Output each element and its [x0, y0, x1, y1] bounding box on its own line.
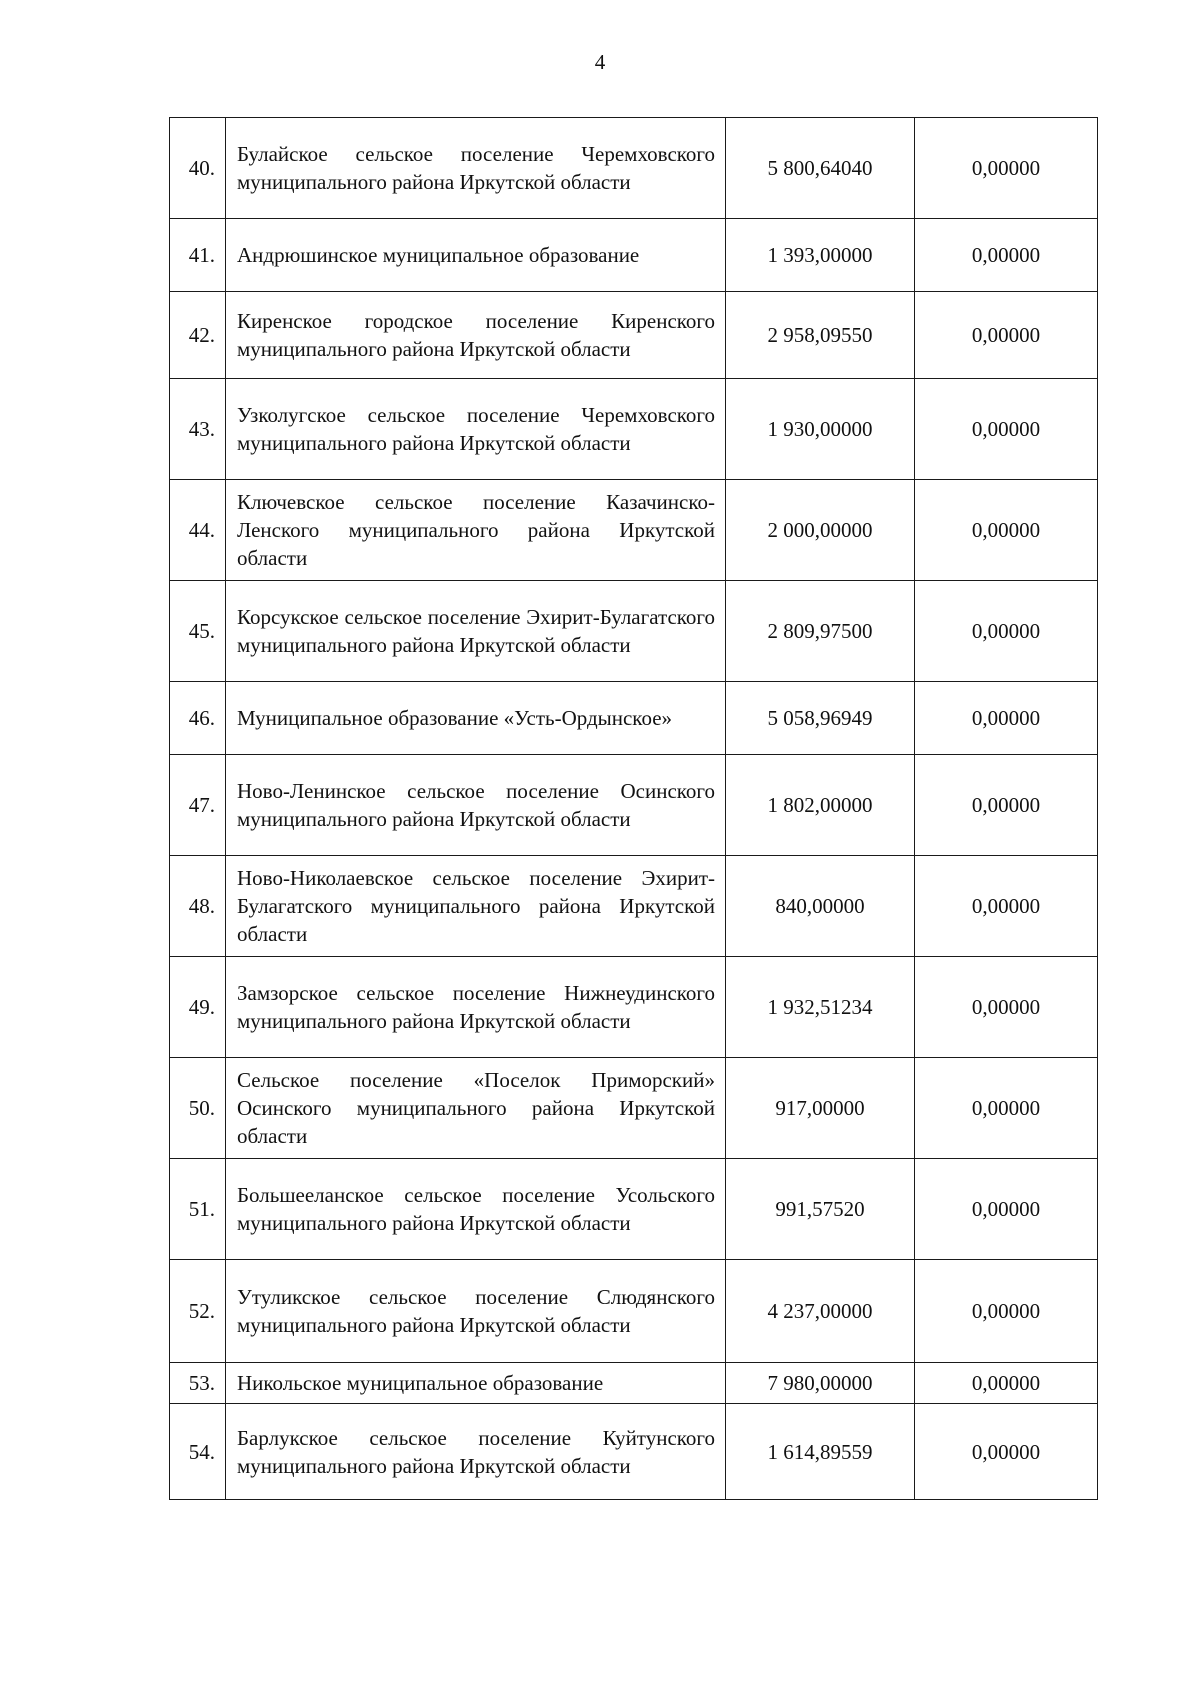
- row-number: 47.: [170, 755, 226, 856]
- row-number: 54.: [170, 1404, 226, 1500]
- municipality-name: Сельское поселение «Поселок Приморский» Осинского муниципального района Иркутской области: [226, 1058, 726, 1159]
- table-row: [170, 755, 1098, 856]
- row-number: 45.: [170, 581, 226, 682]
- row-number: 46.: [170, 682, 226, 755]
- table-row: [170, 219, 1098, 292]
- second-value: 0,00000: [915, 379, 1098, 480]
- row-number: 49.: [170, 957, 226, 1058]
- municipality-name: Утуликское сельское поселение Слюдянского муниципального района Иркутской области: [226, 1260, 726, 1363]
- row-number: 43.: [170, 379, 226, 480]
- table-row: [170, 1404, 1098, 1500]
- amount-value: 1 930,00000: [726, 379, 915, 480]
- table-row: [170, 480, 1098, 581]
- table-row: [170, 1159, 1098, 1260]
- second-value: 0,00000: [915, 755, 1098, 856]
- municipality-name: Никольское муниципальное образование: [226, 1363, 726, 1404]
- row-number: 42.: [170, 292, 226, 379]
- table-row: [170, 1058, 1098, 1159]
- amount-value: 5 800,64040: [726, 118, 915, 219]
- page-number: 4: [594, 50, 606, 74]
- second-value: 0,00000: [915, 1260, 1098, 1363]
- row-number: 50.: [170, 1058, 226, 1159]
- municipality-name: Андрюшинское муниципальное образование: [226, 219, 726, 292]
- municipality-name: Корсукское сельское поселение Эхирит-Булагатского муниципального района Иркутской области: [226, 581, 726, 682]
- municipality-name: Муниципальное образование «Усть-Ордынское»: [226, 682, 726, 755]
- table-row: [170, 292, 1098, 379]
- municipality-name: Узколугское сельское поселение Черемховского муниципального района Иркутской области: [226, 379, 726, 480]
- row-number: 41.: [170, 219, 226, 292]
- second-value: 0,00000: [915, 118, 1098, 219]
- table-row: [170, 118, 1098, 219]
- second-value: 0,00000: [915, 581, 1098, 682]
- row-number: 51.: [170, 1159, 226, 1260]
- row-number: 44.: [170, 480, 226, 581]
- second-value: 0,00000: [915, 1159, 1098, 1260]
- municipality-name: Большееланское сельское поселение Усольского муниципального района Иркутской области: [226, 1159, 726, 1260]
- second-value: 0,00000: [915, 682, 1098, 755]
- second-value: 0,00000: [915, 1058, 1098, 1159]
- amount-value: 4 237,00000: [726, 1260, 915, 1363]
- table-row: [170, 379, 1098, 480]
- row-number: 48.: [170, 856, 226, 957]
- amount-value: 2 958,09550: [726, 292, 915, 379]
- amount-value: 991,57520: [726, 1159, 915, 1260]
- row-number: 40.: [170, 118, 226, 219]
- row-number: 53.: [170, 1363, 226, 1404]
- municipality-name: Ново-Николаевское сельское поселение Эхирит-Булагатского муниципального района Иркутской области: [226, 856, 726, 957]
- municipality-name: Замзорское сельское поселение Нижнеудинского муниципального района Иркутской области: [226, 957, 726, 1058]
- municipality-name: Барлукское сельское поселение Куйтунского муниципального района Иркутской области: [226, 1404, 726, 1500]
- table-row: [170, 957, 1098, 1058]
- municipality-name: Ново-Ленинское сельское поселение Осинского муниципального района Иркутской области: [226, 755, 726, 856]
- table-row: [170, 1260, 1098, 1363]
- amount-value: 1 802,00000: [726, 755, 915, 856]
- amount-value: 1 393,00000: [726, 219, 915, 292]
- table-row: [170, 682, 1098, 755]
- amount-value: 1 614,89559: [726, 1404, 915, 1500]
- municipality-name: Киренское городское поселение Киренского муниципального района Иркутской области: [226, 292, 726, 379]
- amount-value: 840,00000: [726, 856, 915, 957]
- table-row: [170, 856, 1098, 957]
- amount-value: 2 809,97500: [726, 581, 915, 682]
- second-value: 0,00000: [915, 1404, 1098, 1500]
- amount-value: 2 000,00000: [726, 480, 915, 581]
- allocation-table: [169, 117, 1098, 1500]
- second-value: 0,00000: [915, 1363, 1098, 1404]
- amount-value: 7 980,00000: [726, 1363, 915, 1404]
- amount-value: 5 058,96949: [726, 682, 915, 755]
- second-value: 0,00000: [915, 219, 1098, 292]
- amount-value: 917,00000: [726, 1058, 915, 1159]
- row-number: 52.: [170, 1260, 226, 1363]
- municipality-name: Ключевское сельское поселение Казачинско-Ленского муниципального района Иркутской области: [226, 480, 726, 581]
- second-value: 0,00000: [915, 480, 1098, 581]
- amount-value: 1 932,51234: [726, 957, 915, 1058]
- second-value: 0,00000: [915, 856, 1098, 957]
- second-value: 0,00000: [915, 957, 1098, 1058]
- table-row: [170, 581, 1098, 682]
- municipality-name: Булайское сельское поселение Черемховского муниципального района Иркутской области: [226, 118, 726, 219]
- second-value: 0,00000: [915, 292, 1098, 379]
- table-row: [170, 1363, 1098, 1404]
